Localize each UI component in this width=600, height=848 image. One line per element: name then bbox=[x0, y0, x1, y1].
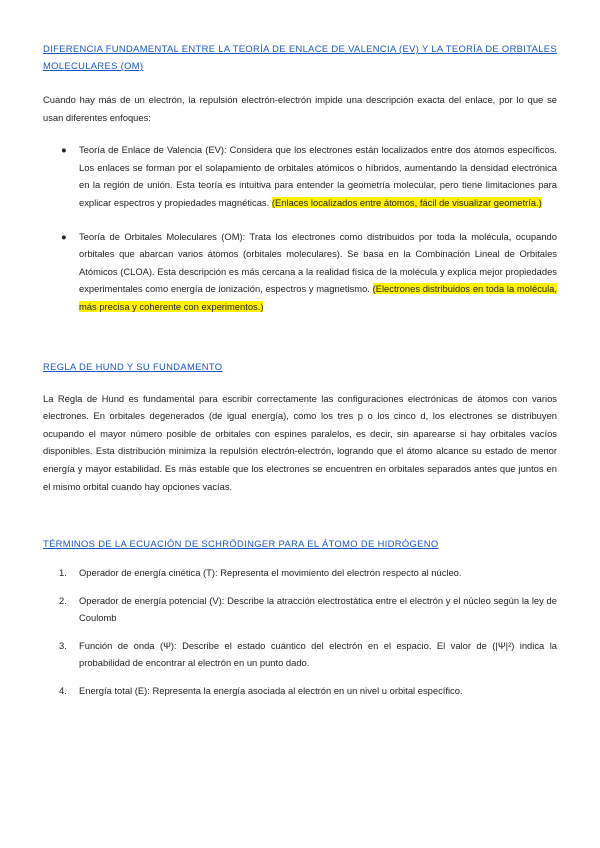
term-item bbox=[43, 592, 557, 627]
list-item-om bbox=[43, 228, 557, 316]
om-highlight: (Electrones distribuidos en toda la molécula, más precisa y coherente con experimentos.) bbox=[79, 283, 557, 312]
term-text: Operador de energía cinética (T): Representa el movimiento del electrón respecto al núcleo. bbox=[79, 567, 462, 579]
ev-highlight: (Enlaces localizados entre átomos, fácil de visualizar geometría.) bbox=[271, 196, 542, 208]
term-text: Operador de energía potencial (V): Describe la atracción electrostática entre el electrón y el núcleo según la ley de Coulomb bbox=[79, 594, 557, 624]
hund-body: La Regla de Hund es fundamental para escribir correctamente las configuraciones electrónicas de átomos con varios electrones. En orbitales degenerados (de igual energía), como los tres p o los cinco d, los electrones se distribuyen ocupando el mayor número posible de orbitales con espines paralelos, es decir, sin aparearse si hay orbitales vacíos disponibles. Esta distribución minimiza la repulsión electrón-electrón, logrando que el átomo alcance su estado de menor energía y mayor estabilidad. Es más estable que los electrones se encuentren en orbitales separados antes que juntos en el mismo orbital cuando hay opciones vacías. bbox=[43, 392, 557, 492]
term-item bbox=[43, 637, 557, 672]
ev-text: Teoría de Enlace de Valencia (EV): Considera que los electrones están localizados entre dos átomos específicos. Los enlaces se forman por el solapamiento de orbitales atómicos o híbridos, aumentando la densidad electrónica en la región de unión. Esta teoría es intuitiva para entender la geometría molecular, pero tiene limitaciones para explicar espectros y propiedades magnéticas. bbox=[79, 144, 557, 208]
term-text: Energía total (E): Representa la energía asociada al electrón en un nivel u orbital específico. bbox=[79, 685, 463, 697]
term-text: Función de onda (Ψ): Describe el estado cuántico del electrón en el espacio. El valor de (|Ψ|²) indica la probabilidad de encontrar al electrón en un punto dado. bbox=[79, 639, 557, 669]
term-item bbox=[43, 682, 557, 700]
theories-list bbox=[43, 141, 557, 315]
schrodinger-terms-list bbox=[43, 564, 557, 700]
document-page bbox=[43, 40, 557, 700]
bullet-icon: ● bbox=[61, 144, 67, 156]
term-item bbox=[43, 564, 557, 582]
term-number: 1. bbox=[59, 567, 67, 579]
term-number: 4. bbox=[59, 685, 67, 697]
list-item-ev bbox=[43, 141, 557, 211]
term-number: 2. bbox=[59, 594, 67, 606]
section-heading-ev-om: DIFERENCIA FUNDAMENTAL ENTRE LA TEORÍA DE ENLACE DE VALENCIA (EV) Y LA TEORÍA DE ORBITALES MOLECULARES (OM) bbox=[43, 43, 557, 71]
om-text: Teoría de Orbitales Moleculares (OM): Trata los electrones como distribuidos por toda la molécula, ocupando orbitales que abarcan varios átomos (orbitales moleculares). Se basa en la Combinación Lineal de Orbitales Atómicos (CLOA). Esta descripción es más cercana a la realidad física de la molécula y explica mejor propiedades experimentales como energía de ionización, espectros y magnetismo. bbox=[79, 230, 557, 295]
section-heading-schrodinger: TÉRMINOS DE LA ECUACIÓN DE SCHRÖDINGER PARA EL ÁTOMO DE HIDRÓGENO bbox=[43, 538, 439, 550]
section-heading-hund: REGLA DE HUND Y SU FUNDAMENTO bbox=[43, 360, 223, 372]
term-number: 3. bbox=[59, 639, 67, 651]
section-intro: Cuando hay más de un electrón, la repulsión electrón-electrón impide una descripción exacta del enlace, por lo que se usan diferentes enfoques: bbox=[43, 94, 557, 123]
bullet-icon: ● bbox=[61, 230, 67, 242]
